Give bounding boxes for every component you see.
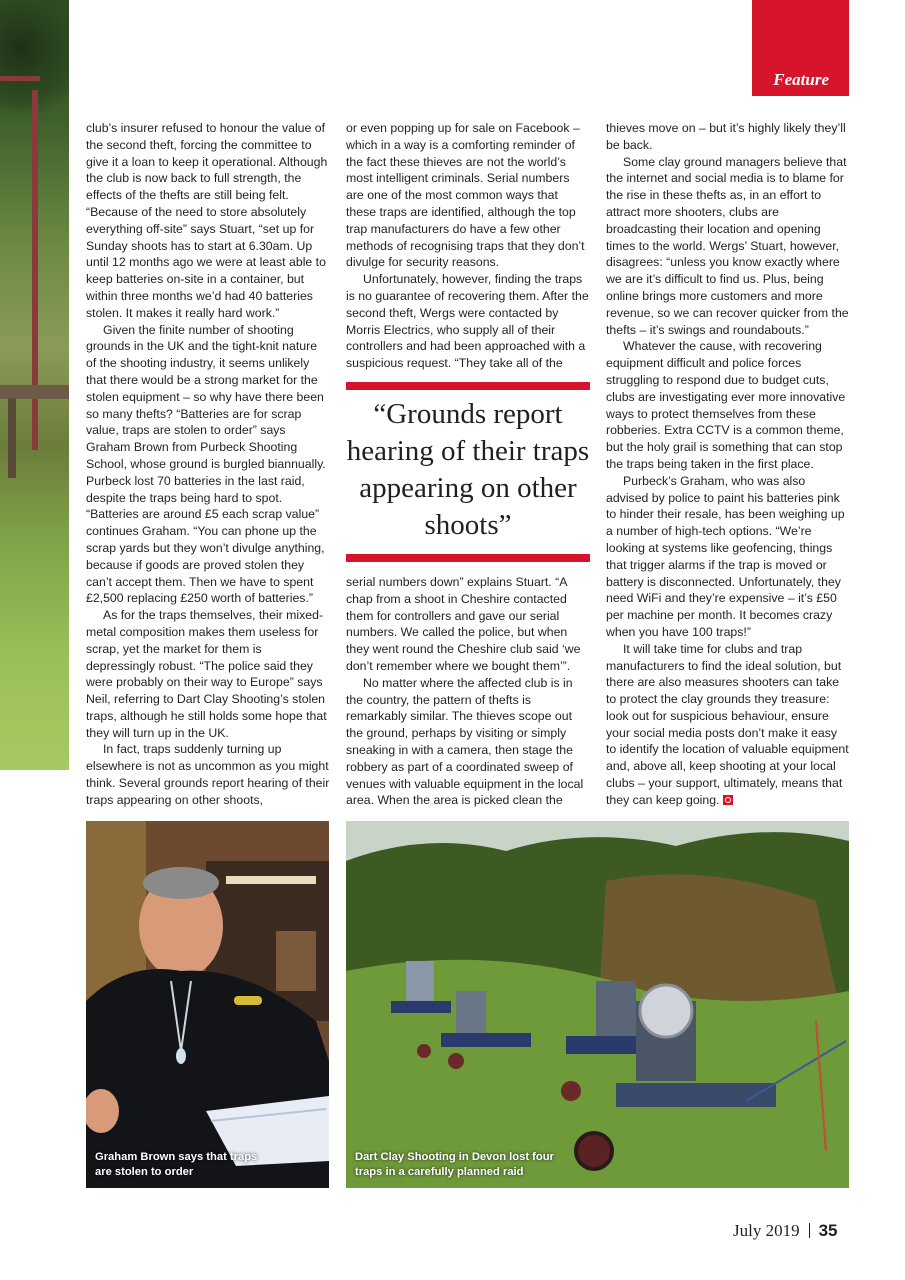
section-label: Feature	[773, 70, 829, 89]
paragraph: In fact, traps suddenly turning up elsewhere is not as uncommon as you might think. Several grounds report hearing of their traps appearing on other shoots,	[86, 742, 330, 807]
paragraph: Purbeck’s Graham, who was also advised by police to paint his batteries pink to hinder their resale, has been weighing up a number of high-tech options. “We’re looking at systems like geofencing, things that trigger alarms if the trap is moved or battery is disconnected. Unfortunately, they need WiFi and they’re expensive – it’s £50 per machine per month. It becomes crazy when you have 100 traps!”	[606, 473, 845, 639]
graham-photo-illustration	[86, 821, 329, 1188]
page-footer	[733, 1221, 838, 1241]
paragraph: As for the traps themselves, their mixed-metal composition makes them useless for scrap, yet the market for them is depressingly robust. “The police said they were probably on their way to Europe” says Neil, referring to Dart Clay Shooting’s stolen traps, although he still holds some hope that they will turn up in the UK.	[86, 608, 327, 740]
paragraph: Unfortunately, however, finding the traps is no guarantee of recovering them. After the second theft, Wergs were contacted by Morris Electrics, who supply all of their controllers and had been approached with a suspicious request. “They take all of the	[346, 272, 589, 371]
caption: Dart Clay Shooting in Devon lost four traps in a carefully planned raid	[355, 1151, 554, 1178]
photo-stolen-traps-site	[346, 821, 849, 1188]
paragraph: Given the finite number of shooting grounds in the UK and the tight-knit nature of the shooting industry, it seems unlikely that there would be a strong market for the stolen equipment – so why have there been so many thefts? “Batteries are for scrap value, traps are stolen to order” says Graham Brown from Purbeck Shooting School, whose ground is burgled biannually. Purbeck lost 70 batteries in the last raid, despite the traps being hard to spot. “Batteries are around £5 each scrap value” continues Graham. “You can phone up the scrap yards but they won’t divulge anything, because if goods are proved stolen they can’t accept them. Then we have to spent £2,500 replacing £250 worth of batteries.”	[86, 322, 326, 606]
paragraph: Whatever the cause, with recovering equipment difficult and police forces struggling to respond due to budget cuts, clubs are investigating ever more innovative ways to protect themselves from these robberies. Extra CCTV is a common theme, but the holy grail is something that can stop the traps being taken in the first place.	[606, 339, 846, 471]
pull-quote-text: “Grounds report hearing of their traps appearing on other shoots”	[346, 398, 590, 541]
issue-date: July 2019	[733, 1221, 800, 1240]
pull-quote-rule-top	[346, 382, 590, 390]
bench-leg	[8, 398, 16, 478]
paragraph: Some clay ground managers believe that the internet and social media is to blame for the rise in these thefts as, in an effort to attract more shooters, clubs are broadcasting their location and opening times to the world. Wergs’ Stuart, however, disagrees: “unless you know exactly where we are it’s difficult to find us. Plus, being online brings more customers and more revenue, so we can recover quicker from the thefts – it’s swings and roundabouts.”	[606, 154, 849, 337]
paragraph: club’s insurer refused to honour the value of the second theft, forcing the committee to give it a loan to keep it operational. Although the club is now back to full strength, the effects of the thefts are still being felt. “Because of the need to store absolutely everything off-site” says Stuart, “set up for Sunday shoots has to start at 6.30am. Up until 12 months ago we were at least able to keep batteries on-site in a container, but within three months we’d had 40 batteries stolen. It makes it really hard work.”	[86, 121, 328, 320]
left-edge-photo	[0, 0, 69, 770]
article-column-2-top	[346, 120, 590, 372]
paragraph: or even popping up for sale on Facebook – which in a way is a comforting reminder of the fact these thieves are not the world’s most intelligent criminals. Serial numbers are one of the most common ways that these traps are identified, although the top trap manufacturers do have a few other methods of recognising traps that they don’t divulge for security reasons.	[346, 121, 585, 270]
fence-rail	[0, 76, 40, 81]
article-column-3	[606, 120, 850, 809]
traps-photo-illustration	[346, 821, 849, 1188]
photo-graham-brown	[86, 821, 329, 1188]
section-tab	[752, 0, 849, 96]
bench-top	[0, 385, 69, 399]
caption: Graham Brown says that traps are stolen to order	[95, 1151, 258, 1178]
paragraph: No matter where the affected club is in the country, the pattern of thefts is remarkably similar. The thieves scope out the ground, perhaps by visiting or simply sneaking in with a camera, then stage the robbery as part of a coordinated sweep of venues with valuable equipment in the local area. When the area is picked clean the	[346, 675, 584, 808]
pull-quote-rule-bottom	[346, 554, 590, 562]
page-number: 35	[818, 1221, 838, 1240]
pull-quote	[346, 382, 590, 562]
paragraph: thieves move on – but it’s highly likely they’ll be back.	[606, 121, 846, 152]
paragraph: serial numbers down” explains Stuart. “A chap from a shoot in Cheshire contacted them for controllers and gave our serial numbers. We called the police, but when they went round the Cheshire club said ‘we don’t remember where we bought them’”.	[346, 575, 581, 673]
paragraph-final	[606, 641, 850, 809]
article-column-1	[86, 120, 330, 809]
article-column-2-bottom	[346, 574, 590, 809]
footer-divider	[809, 1223, 810, 1238]
end-of-article-icon	[723, 795, 733, 805]
paragraph-text: It will take time for clubs and trap manufacturers to find the ideal solution, but there are also measures shooters can take to protect the clay grounds they treasure: look out for suspicious behaviour, ensure your social media posts don’t make it easy to identify the location of valuable equipment and, above all, keep shooting at your local clubs – your support, ultimately, means that they can keep going.	[606, 641, 849, 807]
